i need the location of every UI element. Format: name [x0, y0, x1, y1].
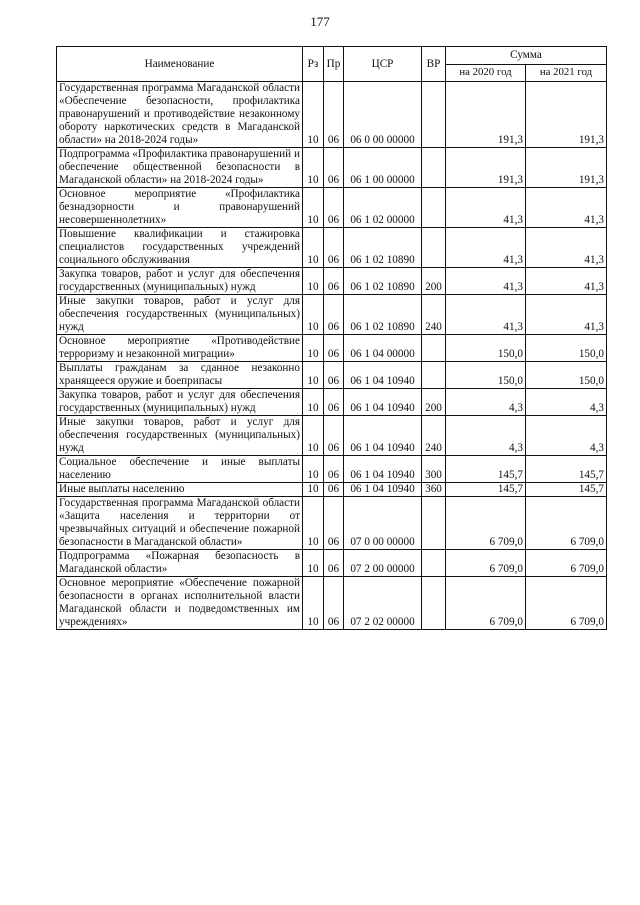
header-year-2020: на 2020 год: [446, 64, 526, 82]
row-vr: [422, 82, 446, 148]
row-name: Иные закупки товаров, работ и услуг для обеспечения государственных (муниципальных) нужд: [57, 295, 303, 335]
row-sum-2021: 41,3: [526, 268, 607, 295]
page-number: 177: [310, 14, 330, 29]
table-row: [57, 550, 607, 577]
row-sum-2021: 191,3: [526, 148, 607, 188]
row-rz: 10: [303, 268, 324, 295]
table-row: [57, 483, 607, 497]
row-rz: 10: [303, 577, 324, 630]
row-csr: 06 1 04 10940: [344, 362, 422, 389]
row-sum-2020: 41,3: [446, 268, 526, 295]
row-sum-2020: 150,0: [446, 362, 526, 389]
row-vr: [422, 148, 446, 188]
table-row: [57, 148, 607, 188]
row-rz: 10: [303, 82, 324, 148]
row-sum-2020: 6 709,0: [446, 497, 526, 550]
row-sum-2021: 150,0: [526, 362, 607, 389]
table-row: [57, 577, 607, 630]
row-rz: 10: [303, 148, 324, 188]
row-vr: [422, 228, 446, 268]
row-sum-2021: 150,0: [526, 335, 607, 362]
row-name: Закупка товаров, работ и услуг для обеспечения государственных (муниципальных) нужд: [57, 268, 303, 295]
row-sum-2020: 191,3: [446, 82, 526, 148]
table-row: [57, 82, 607, 148]
row-sum-2021: 41,3: [526, 188, 607, 228]
budget-table: [56, 46, 607, 630]
row-name: Основное мероприятие «Противодействие терроризму и незаконной миграции»: [57, 335, 303, 362]
row-pr: 06: [324, 456, 344, 483]
row-name: Государственная программа Магаданской области «Защита населения и территории от чрезвычайных ситуаций и обеспечение пожарной безопасности в Магаданской области»: [57, 497, 303, 550]
row-pr: 06: [324, 483, 344, 497]
row-name: Основное мероприятие «Профилактика безнадзорности и правонарушений несовершеннолетних»: [57, 188, 303, 228]
row-sum-2021: 41,3: [526, 295, 607, 335]
row-sum-2021: 6 709,0: [526, 577, 607, 630]
table-header: [57, 47, 607, 82]
header-pr: Пр: [324, 47, 344, 82]
row-vr: [422, 550, 446, 577]
row-sum-2020: 4,3: [446, 389, 526, 416]
row-csr: 06 1 02 10890: [344, 268, 422, 295]
row-vr: 240: [422, 295, 446, 335]
row-sum-2020: 41,3: [446, 228, 526, 268]
row-sum-2021: 145,7: [526, 483, 607, 497]
row-sum-2020: 191,3: [446, 148, 526, 188]
row-name: Подпрограмма «Профилактика правонарушений и обеспечение общественной безопасности в Магаданской области» на 2018-2024 годы»: [57, 148, 303, 188]
row-pr: 06: [324, 416, 344, 456]
row-sum-2021: 4,3: [526, 416, 607, 456]
row-name: Основное мероприятие «Обеспечение пожарной безопасности в органах исполнительной власти Магаданской области и подведомственных им учреждениях»: [57, 577, 303, 630]
row-rz: 10: [303, 295, 324, 335]
table-row: [57, 389, 607, 416]
row-vr: [422, 362, 446, 389]
row-sum-2020: 41,3: [446, 295, 526, 335]
table-row: [57, 362, 607, 389]
row-rz: 10: [303, 416, 324, 456]
row-name: Иные выплаты населению: [57, 483, 303, 497]
header-csr: ЦСР: [344, 47, 422, 82]
row-pr: 06: [324, 497, 344, 550]
row-rz: 10: [303, 362, 324, 389]
header-year-2021: на 2021 год: [526, 64, 607, 82]
row-rz: 10: [303, 228, 324, 268]
row-rz: 10: [303, 335, 324, 362]
table-row: [57, 268, 607, 295]
table-row: [57, 456, 607, 483]
table-row: [57, 295, 607, 335]
row-vr: 300: [422, 456, 446, 483]
row-vr: 200: [422, 389, 446, 416]
row-sum-2020: 4,3: [446, 416, 526, 456]
row-pr: 06: [324, 82, 344, 148]
row-pr: 06: [324, 550, 344, 577]
row-name: Социальное обеспечение и иные выплаты населению: [57, 456, 303, 483]
row-csr: 06 1 04 10940: [344, 416, 422, 456]
table-body: [57, 82, 607, 630]
row-name: Закупка товаров, работ и услуг для обеспечения государственных (муниципальных) нужд: [57, 389, 303, 416]
table-row: [57, 416, 607, 456]
table-row: [57, 228, 607, 268]
row-vr: [422, 577, 446, 630]
row-sum-2020: 145,7: [446, 483, 526, 497]
row-sum-2020: 41,3: [446, 188, 526, 228]
row-pr: 06: [324, 188, 344, 228]
row-name: Иные закупки товаров, работ и услуг для обеспечения государственных (муниципальных) нужд: [57, 416, 303, 456]
table-row: [57, 497, 607, 550]
row-name: Государственная программа Магаданской области «Обеспечение безопасности, профилактика правонарушений и противодействие незаконному обороту наркотических средств в Магаданской области» на 2018-2024 годы»: [57, 82, 303, 148]
row-rz: 10: [303, 550, 324, 577]
row-csr: 06 1 04 10940: [344, 483, 422, 497]
row-vr: 240: [422, 416, 446, 456]
row-csr: 07 0 00 00000: [344, 497, 422, 550]
row-sum-2021: 145,7: [526, 456, 607, 483]
row-sum-2021: 6 709,0: [526, 497, 607, 550]
row-sum-2021: 4,3: [526, 389, 607, 416]
row-csr: 06 1 02 00000: [344, 188, 422, 228]
row-vr: [422, 188, 446, 228]
row-rz: 10: [303, 456, 324, 483]
row-sum-2020: 6 709,0: [446, 550, 526, 577]
row-csr: 06 1 02 10890: [344, 295, 422, 335]
row-csr: 06 1 04 00000: [344, 335, 422, 362]
row-csr: 06 1 02 10890: [344, 228, 422, 268]
row-rz: 10: [303, 497, 324, 550]
row-pr: 06: [324, 362, 344, 389]
table-row: [57, 188, 607, 228]
row-pr: 06: [324, 148, 344, 188]
header-name: Наименование: [57, 47, 303, 82]
row-csr: 06 1 04 10940: [344, 456, 422, 483]
row-rz: 10: [303, 188, 324, 228]
row-sum-2020: 150,0: [446, 335, 526, 362]
row-csr: 06 1 00 00000: [344, 148, 422, 188]
row-rz: 10: [303, 483, 324, 497]
row-csr: 06 1 04 10940: [344, 389, 422, 416]
row-vr: [422, 335, 446, 362]
row-pr: 06: [324, 268, 344, 295]
header-vr: ВР: [422, 47, 446, 82]
row-pr: 06: [324, 389, 344, 416]
row-name: Подпрограмма «Пожарная безопасность в Магаданской области»: [57, 550, 303, 577]
row-name: Выплаты гражданам за сданное незаконно хранящееся оружие и боеприпасы: [57, 362, 303, 389]
row-sum-2020: 145,7: [446, 456, 526, 483]
row-pr: 06: [324, 335, 344, 362]
row-name: Повышение квалификации и стажировка специалистов государственных учреждений социального обслуживания: [57, 228, 303, 268]
header-rz: Рз: [303, 47, 324, 82]
row-csr: 07 2 00 00000: [344, 550, 422, 577]
row-sum-2020: 6 709,0: [446, 577, 526, 630]
row-pr: 06: [324, 295, 344, 335]
row-sum-2021: 191,3: [526, 82, 607, 148]
row-vr: 360: [422, 483, 446, 497]
row-sum-2021: 41,3: [526, 228, 607, 268]
row-pr: 06: [324, 577, 344, 630]
header-sum: Сумма: [446, 47, 607, 65]
row-vr: 200: [422, 268, 446, 295]
row-rz: 10: [303, 389, 324, 416]
row-vr: [422, 497, 446, 550]
row-sum-2021: 6 709,0: [526, 550, 607, 577]
table-row: [57, 335, 607, 362]
row-csr: 07 2 02 00000: [344, 577, 422, 630]
row-csr: 06 0 00 00000: [344, 82, 422, 148]
row-pr: 06: [324, 228, 344, 268]
